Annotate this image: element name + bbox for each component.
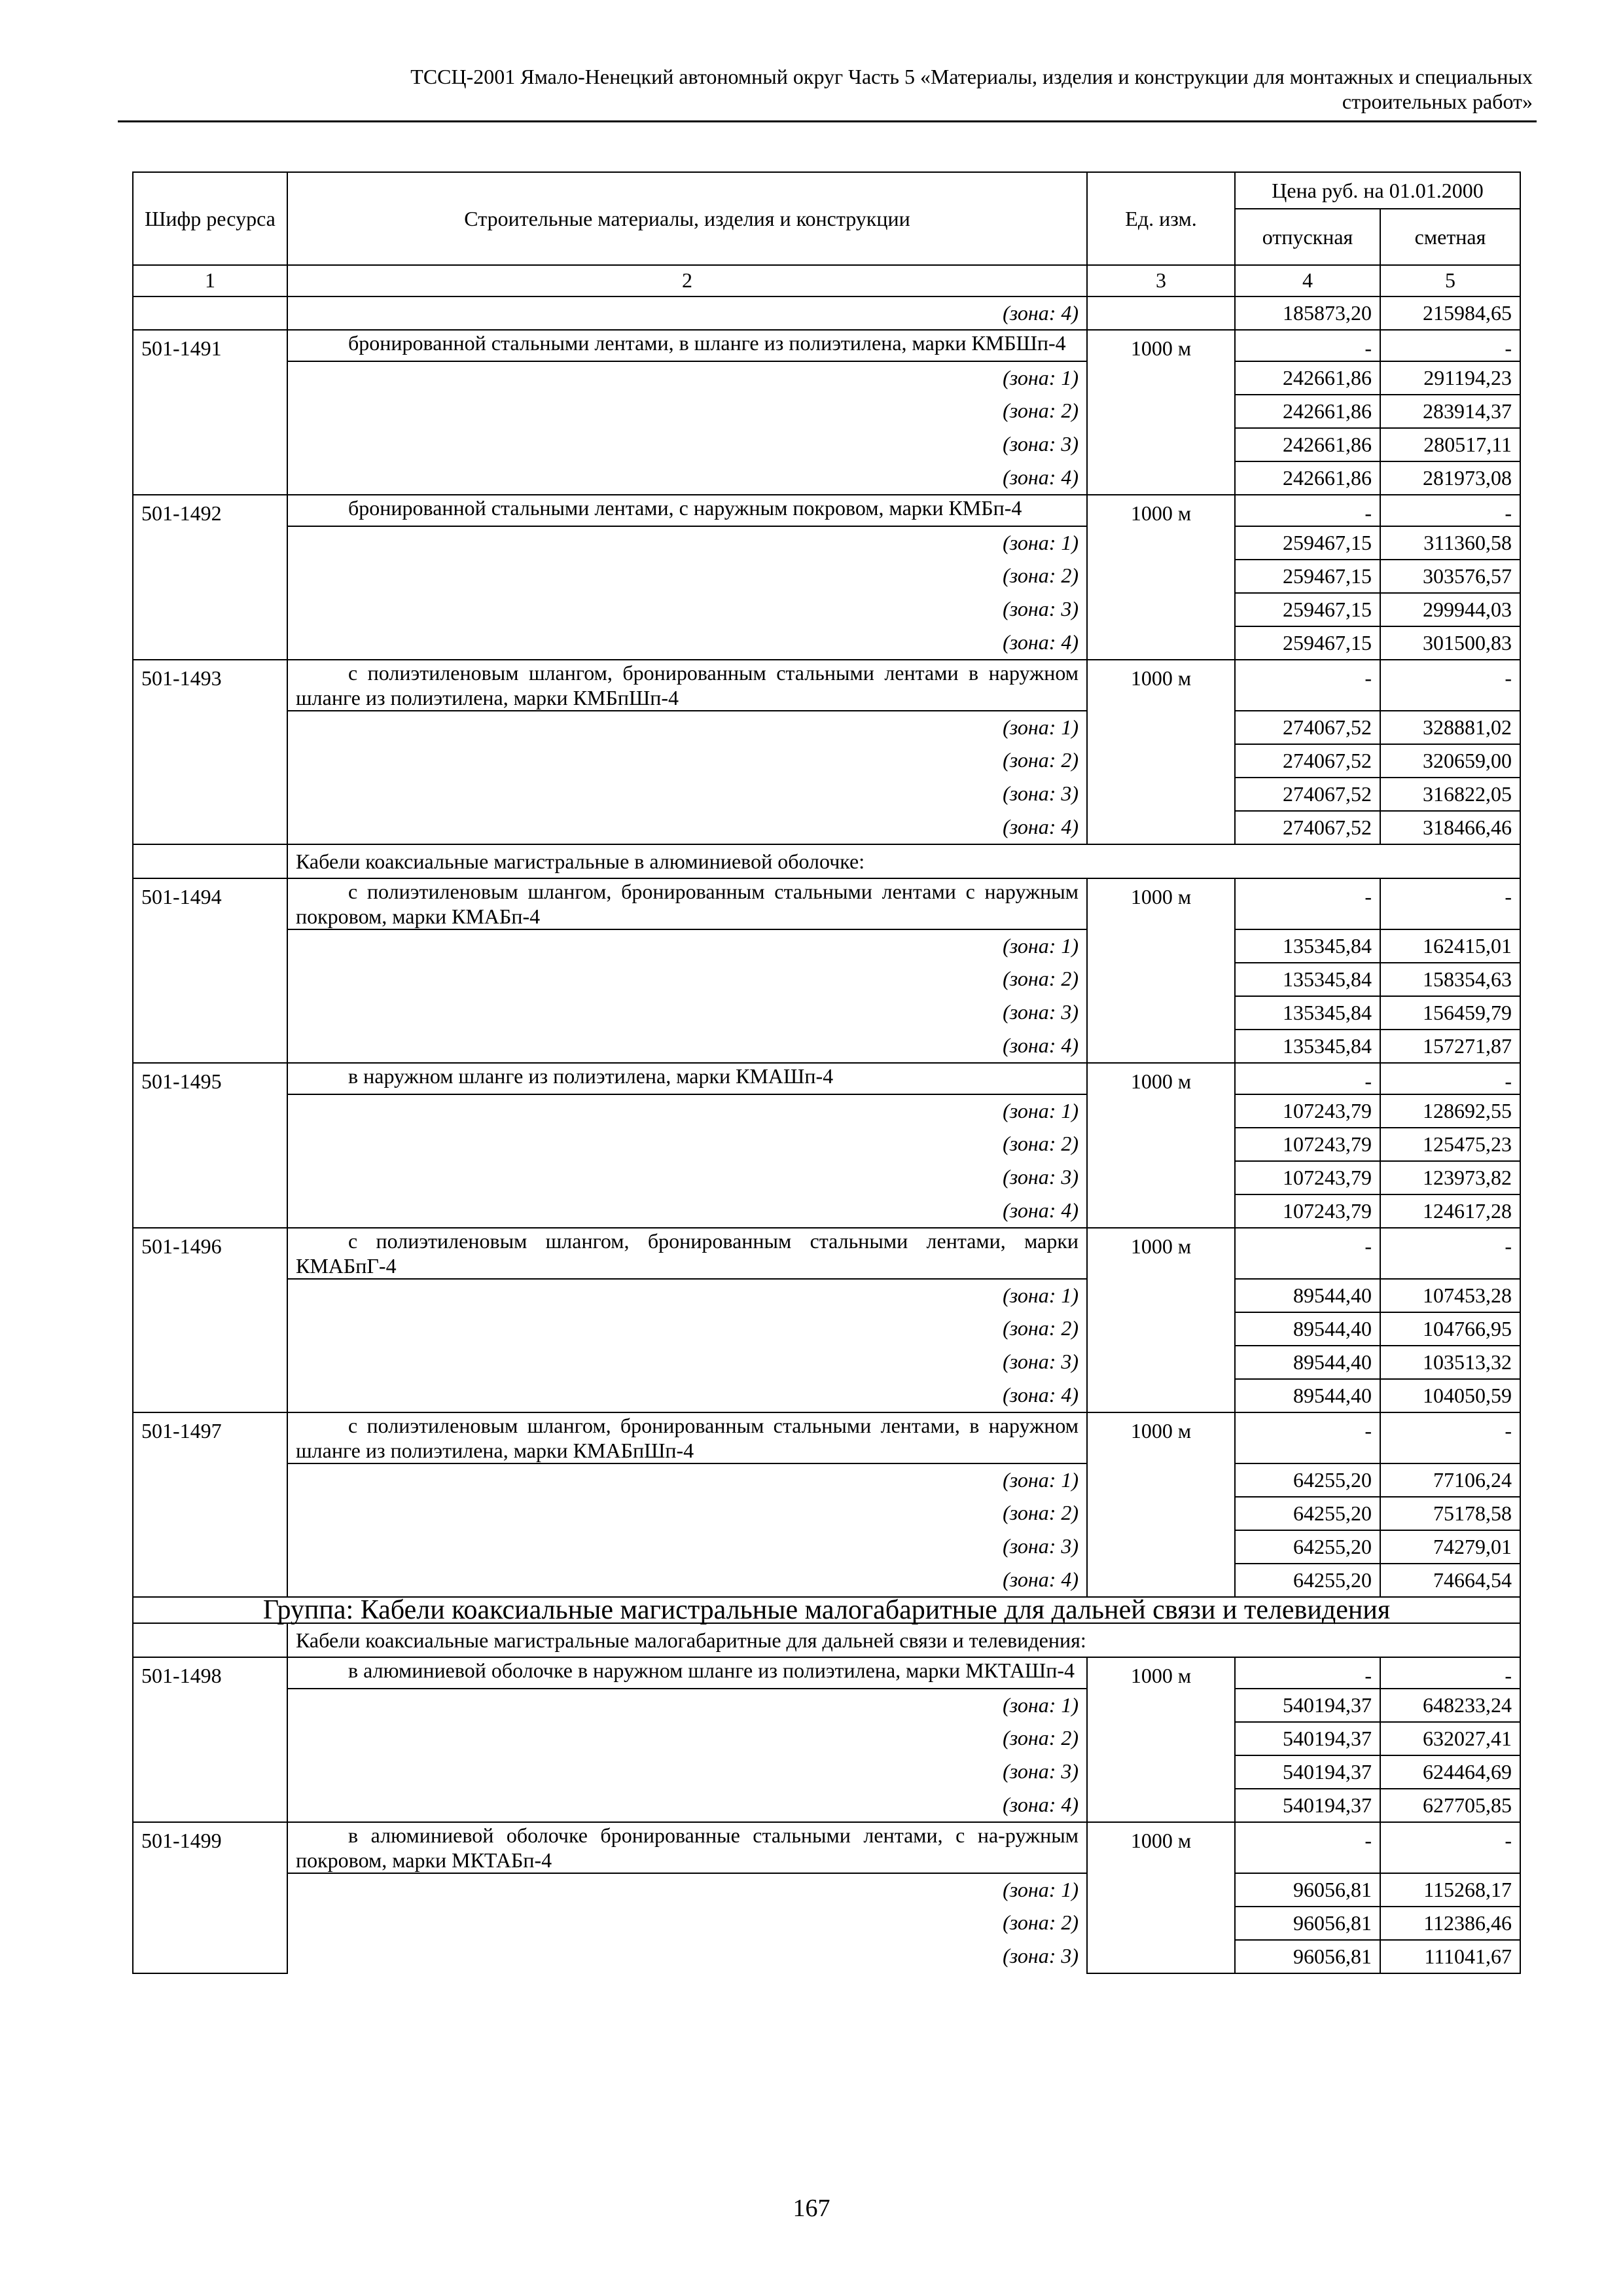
resource-code-cell: [133, 1789, 287, 1822]
unit-cell: [1087, 1194, 1235, 1228]
resource-code-cell: [133, 395, 287, 428]
resource-code-cell: [133, 1161, 287, 1194]
estimate-price: 103513,32: [1380, 1346, 1520, 1379]
unit-cell: [1087, 1094, 1235, 1128]
estimate-price: 281973,08: [1380, 461, 1520, 495]
zone-label: (зона: 1): [287, 1873, 1087, 1907]
zone-row: [133, 744, 1520, 778]
subheader-row: [133, 1623, 1520, 1657]
zone-label: (зона: 1): [287, 1689, 1087, 1722]
unit-cell: [1087, 1722, 1235, 1755]
unit-cell: [1087, 526, 1235, 560]
estimate-price: 125475,23: [1380, 1128, 1520, 1161]
estimate-price: -: [1380, 660, 1520, 711]
release-price: -: [1235, 330, 1380, 361]
zone-row: [133, 1346, 1520, 1379]
zone-row: [133, 1279, 1520, 1312]
unit-cell: [1087, 361, 1235, 395]
zone-row: [133, 996, 1520, 1030]
zone-label: (зона: 2): [287, 963, 1087, 996]
release-price: 64255,20: [1235, 1463, 1380, 1497]
zone-row: [133, 361, 1520, 395]
item-description: с полиэтиленовым шлангом, бронированным стальными лентами, в наружном шланге из полиэтилена, марки КМАБпШп-4: [287, 1412, 1087, 1463]
resource-code-cell: [133, 1497, 287, 1530]
release-price: 274067,52: [1235, 811, 1380, 844]
release-price: 89544,40: [1235, 1279, 1380, 1312]
estimate-price: 303576,57: [1380, 560, 1520, 593]
zone-label: (зона: 3): [287, 1346, 1087, 1379]
zone-row: [133, 711, 1520, 744]
resource-code-cell: [133, 593, 287, 626]
release-price: 64255,20: [1235, 1497, 1380, 1530]
release-price: 135345,84: [1235, 1030, 1380, 1063]
release-price: -: [1235, 660, 1380, 711]
header-line-1: ТССЦ-2001 Ямало-Ненецкий автономный округ Часть 5 «Материалы, изделия и конструкции для монтажных и специальных: [410, 65, 1533, 88]
zone-label: (зона: 3): [287, 428, 1087, 461]
col-number: 3: [1087, 265, 1235, 296]
unit-cell: [1087, 1497, 1235, 1530]
unit-cell: [1087, 1907, 1235, 1940]
zone-label: (зона: 3): [287, 1530, 1087, 1564]
zone-label: (зона: 2): [287, 1722, 1087, 1755]
estimate-price: 115268,17: [1380, 1873, 1520, 1907]
estimate-price: 156459,79: [1380, 996, 1520, 1030]
release-price: 107243,79: [1235, 1094, 1380, 1128]
resource-code-cell: [133, 526, 287, 560]
unit-cell: [1087, 1346, 1235, 1379]
estimate-price: -: [1380, 1063, 1520, 1094]
release-price: 89544,40: [1235, 1379, 1380, 1412]
zone-row: [133, 811, 1520, 844]
unit-cell: [1087, 1530, 1235, 1564]
resource-code: 501-1494: [133, 878, 287, 929]
resource-code-cell: [133, 361, 287, 395]
release-price: 135345,84: [1235, 929, 1380, 963]
resource-code-cell: [133, 1030, 287, 1063]
release-price: 259467,15: [1235, 626, 1380, 660]
estimate-price: 215984,65: [1380, 296, 1520, 330]
resource-code-cell: [133, 1463, 287, 1497]
estimate-price: 301500,83: [1380, 626, 1520, 660]
zone-label: (зона: 3): [287, 1755, 1087, 1789]
group-row: [133, 1597, 1520, 1623]
unit-cell: [1087, 929, 1235, 963]
col-header-release: отпускная: [1235, 209, 1380, 265]
zone-label: (зона: 3): [287, 778, 1087, 811]
zone-label: (зона: 1): [287, 929, 1087, 963]
zone-row: [133, 428, 1520, 461]
release-price: -: [1235, 1412, 1380, 1463]
estimate-price: 328881,02: [1380, 711, 1520, 744]
unit-cell: [1087, 461, 1235, 495]
release-price: 96056,81: [1235, 1873, 1380, 1907]
zone-label: (зона: 2): [287, 395, 1087, 428]
zone-row: [133, 1194, 1520, 1228]
estimate-price: 104766,95: [1380, 1312, 1520, 1346]
estimate-price: 124617,28: [1380, 1194, 1520, 1228]
col-header-estimate: сметная: [1380, 209, 1520, 265]
zone-label: (зона: 4): [287, 1194, 1087, 1228]
unit: 1000 м: [1087, 495, 1235, 526]
item-row: [133, 1822, 1520, 1873]
release-price: 96056,81: [1235, 1907, 1380, 1940]
estimate-price: 123973,82: [1380, 1161, 1520, 1194]
estimate-price: 299944,03: [1380, 593, 1520, 626]
header-rule: [118, 120, 1537, 122]
resource-code-cell: [133, 428, 287, 461]
resource-code-cell: [133, 1379, 287, 1412]
zone-row: [133, 560, 1520, 593]
estimate-price: 648233,24: [1380, 1689, 1520, 1722]
release-price: -: [1235, 495, 1380, 526]
header-line-2: строительных работ»: [1342, 90, 1533, 113]
unit: 1000 м: [1087, 1228, 1235, 1279]
estimate-price: -: [1380, 1822, 1520, 1873]
unit-cell: [1087, 1940, 1235, 1973]
zone-label: (зона: 4): [287, 461, 1087, 495]
resource-code-cell: [133, 1907, 287, 1940]
unit: 1000 м: [1087, 1063, 1235, 1094]
zone-label: (зона: 4): [287, 1564, 1087, 1597]
estimate-price: 74279,01: [1380, 1530, 1520, 1564]
group-title: Группа: Кабели коаксиальные магистральные малогабаритные для дальней связи и телевидения: [133, 1597, 1520, 1623]
zone-row: [133, 1161, 1520, 1194]
item-row: [133, 1228, 1520, 1279]
unit: 1000 м: [1087, 878, 1235, 929]
unit: 1000 м: [1087, 1822, 1235, 1873]
release-price: -: [1235, 1822, 1380, 1873]
estimate-price: 111041,67: [1380, 1940, 1520, 1973]
estimate-price: 311360,58: [1380, 526, 1520, 560]
unit-cell: [1087, 1030, 1235, 1063]
unit: 1000 м: [1087, 1412, 1235, 1463]
resource-code-cell: [133, 963, 287, 996]
resource-code-cell: [133, 929, 287, 963]
estimate-price: -: [1380, 1228, 1520, 1279]
zone-row: [133, 626, 1520, 660]
zone-row: [133, 1094, 1520, 1128]
unit-cell: [1087, 811, 1235, 844]
estimate-price: -: [1380, 1657, 1520, 1689]
zone-row: [133, 1530, 1520, 1564]
unit-cell: [1087, 1279, 1235, 1312]
release-price: 274067,52: [1235, 744, 1380, 778]
zone-label: (зона: 4): [287, 1379, 1087, 1412]
col-header-name: Строительные материалы, изделия и конструкции: [287, 172, 1087, 265]
item-description: в алюминиевой оболочке в наружном шланге из полиэтилена, марки МКТАШп-4: [287, 1657, 1087, 1689]
unit-cell: [1087, 593, 1235, 626]
unit-cell: [1087, 1755, 1235, 1789]
item-description: в алюминиевой оболочке бронированные стальными лентами, с на-ружным покровом, марки МКТАБп-4: [287, 1822, 1087, 1873]
unit-cell: [1087, 626, 1235, 660]
unit-cell: [1087, 1128, 1235, 1161]
zone-row: [133, 1030, 1520, 1063]
unit-cell: [1087, 778, 1235, 811]
zone-row: [133, 1564, 1520, 1597]
running-header: [118, 64, 1533, 114]
release-price: 107243,79: [1235, 1161, 1380, 1194]
subheader-text: Кабели коаксиальные магистральные в алюминиевой оболочке:: [287, 844, 1520, 878]
zone-row: [133, 593, 1520, 626]
item-row: [133, 495, 1520, 526]
zone-row: [133, 1940, 1520, 1973]
zone-label: (зона: 3): [287, 1940, 1087, 1973]
zone-label: (зона: 3): [287, 593, 1087, 626]
estimate-price: 75178,58: [1380, 1497, 1520, 1530]
zone-label: (зона: 4): [287, 626, 1087, 660]
estimate-price: 77106,24: [1380, 1463, 1520, 1497]
zone-label: (зона: 4): [287, 811, 1087, 844]
subheader-text: Кабели коаксиальные магистральные малогабаритные для дальней связи и телевидения:: [287, 1623, 1520, 1657]
zone-row: [133, 1873, 1520, 1907]
resource-code-cell: [133, 1279, 287, 1312]
zone-row: [133, 1755, 1520, 1789]
resource-code: 501-1499: [133, 1822, 287, 1873]
item-row: [133, 878, 1520, 929]
unit-cell: [1087, 1463, 1235, 1497]
release-price: 107243,79: [1235, 1194, 1380, 1228]
zone-label: (зона: 2): [287, 560, 1087, 593]
zone-row: [133, 1463, 1520, 1497]
unit-cell: [1087, 1564, 1235, 1597]
unit-cell: [1087, 1312, 1235, 1346]
item-row: [133, 660, 1520, 711]
release-price: 185873,20: [1235, 296, 1380, 330]
zone-label: (зона: 4): [287, 1789, 1087, 1822]
estimate-price: 128692,55: [1380, 1094, 1520, 1128]
zone-label: (зона: 2): [287, 744, 1087, 778]
zone-label: (зона: 1): [287, 526, 1087, 560]
resource-code-cell: [133, 1689, 287, 1722]
subheader-row: [133, 844, 1520, 878]
item-description: бронированной стальными лентами, в шланге из полиэтилена, марки КМБШп-4: [287, 330, 1087, 361]
release-price: 89544,40: [1235, 1346, 1380, 1379]
resource-code-cell: [133, 1094, 287, 1128]
release-price: -: [1235, 1228, 1380, 1279]
unit: 1000 м: [1087, 1657, 1235, 1689]
release-price: 259467,15: [1235, 560, 1380, 593]
zone-label: (зона: 2): [287, 1312, 1087, 1346]
estimate-price: 107453,28: [1380, 1279, 1520, 1312]
zone-label: (зона: 1): [287, 1279, 1087, 1312]
item-row: [133, 330, 1520, 361]
col-header-price: Цена руб. на 01.01.2000: [1235, 172, 1520, 209]
resource-code-cell: [133, 626, 287, 660]
item-row: [133, 1412, 1520, 1463]
resource-code-cell: [133, 1940, 287, 1973]
zone-row: [133, 395, 1520, 428]
resource-code-cell: [133, 1623, 287, 1657]
resource-code-cell: [133, 560, 287, 593]
resource-code: 501-1492: [133, 495, 287, 526]
release-price: 135345,84: [1235, 996, 1380, 1030]
zone-label: (зона: 4): [287, 1030, 1087, 1063]
resource-code-cell: [133, 996, 287, 1030]
estimate-price: 283914,37: [1380, 395, 1520, 428]
zone-row: [133, 1312, 1520, 1346]
estimate-price: -: [1380, 1412, 1520, 1463]
resource-code-cell: [133, 844, 287, 878]
zone-row: [133, 1789, 1520, 1822]
item-row: [133, 1657, 1520, 1689]
resource-code-cell: [133, 1873, 287, 1907]
resource-code: 501-1497: [133, 1412, 287, 1463]
unit-cell: [1087, 1689, 1235, 1722]
estimate-price: 158354,63: [1380, 963, 1520, 996]
unit-cell: [1087, 963, 1235, 996]
zone-row: [133, 1379, 1520, 1412]
release-price: 64255,20: [1235, 1564, 1380, 1597]
zone-label: (зона: 3): [287, 1161, 1087, 1194]
zone-row: [133, 778, 1520, 811]
resource-code: 501-1496: [133, 1228, 287, 1279]
release-price: 242661,86: [1235, 361, 1380, 395]
release-price: 540194,37: [1235, 1789, 1380, 1822]
resource-code-cell: [133, 1564, 287, 1597]
estimate-price: 291194,23: [1380, 361, 1520, 395]
zone-label: (зона: 1): [287, 361, 1087, 395]
zone-row: [133, 296, 1520, 330]
estimate-price: 318466,46: [1380, 811, 1520, 844]
item-row: [133, 1063, 1520, 1094]
estimate-price: -: [1380, 495, 1520, 526]
release-price: 135345,84: [1235, 963, 1380, 996]
zone-label: (зона: 4): [287, 296, 1087, 330]
zone-row: [133, 1497, 1520, 1530]
estimate-price: 74664,54: [1380, 1564, 1520, 1597]
price-table: [132, 171, 1521, 1974]
zone-label: (зона: 1): [287, 711, 1087, 744]
zone-row: [133, 1128, 1520, 1161]
zone-label: (зона: 1): [287, 1094, 1087, 1128]
item-description: с полиэтиленовым шлангом, бронированным стальными лентами с наружным покровом, марки КМАБп-4: [287, 878, 1087, 929]
release-price: 540194,37: [1235, 1722, 1380, 1755]
release-price: 540194,37: [1235, 1755, 1380, 1789]
resource-code-cell: [133, 711, 287, 744]
release-price: -: [1235, 1063, 1380, 1094]
table-body: [133, 296, 1520, 1973]
resource-code-cell: [133, 744, 287, 778]
item-description: в наружном шланге из полиэтилена, марки КМАШп-4: [287, 1063, 1087, 1094]
resource-code-cell: [133, 778, 287, 811]
resource-code: 501-1493: [133, 660, 287, 711]
unit-cell: [1087, 428, 1235, 461]
zone-row: [133, 461, 1520, 495]
unit-cell: [1087, 1789, 1235, 1822]
estimate-price: 316822,05: [1380, 778, 1520, 811]
release-price: 242661,86: [1235, 428, 1380, 461]
release-price: 107243,79: [1235, 1128, 1380, 1161]
release-price: 242661,86: [1235, 395, 1380, 428]
zone-row: [133, 1907, 1520, 1940]
resource-code-cell: [133, 1312, 287, 1346]
resource-code-cell: [133, 461, 287, 495]
resource-code: 501-1498: [133, 1657, 287, 1689]
col-header-code: Шифр ресурса: [133, 172, 287, 265]
item-description: бронированной стальными лентами, с наружным покровом, марки КМБп-4: [287, 495, 1087, 526]
estimate-price: 112386,46: [1380, 1907, 1520, 1940]
resource-code-cell: [133, 1194, 287, 1228]
release-price: 259467,15: [1235, 526, 1380, 560]
estimate-price: 320659,00: [1380, 744, 1520, 778]
unit-cell: [1087, 296, 1235, 330]
col-number: 4: [1235, 265, 1380, 296]
release-price: -: [1235, 1657, 1380, 1689]
resource-code-cell: [133, 811, 287, 844]
resource-code-cell: [133, 1530, 287, 1564]
zone-label: (зона: 2): [287, 1497, 1087, 1530]
release-price: -: [1235, 878, 1380, 929]
zone-row: [133, 526, 1520, 560]
zone-label: (зона: 1): [287, 1463, 1087, 1497]
zone-label: (зона: 3): [287, 996, 1087, 1030]
estimate-price: 280517,11: [1380, 428, 1520, 461]
zone-row: [133, 1722, 1520, 1755]
zone-row: [133, 929, 1520, 963]
release-price: 242661,86: [1235, 461, 1380, 495]
col-header-unit: Ед. изм.: [1087, 172, 1235, 265]
unit: 1000 м: [1087, 660, 1235, 711]
unit-cell: [1087, 711, 1235, 744]
unit-cell: [1087, 1379, 1235, 1412]
estimate-price: 157271,87: [1380, 1030, 1520, 1063]
release-price: 259467,15: [1235, 593, 1380, 626]
unit-cell: [1087, 744, 1235, 778]
estimate-price: -: [1380, 330, 1520, 361]
release-price: 274067,52: [1235, 711, 1380, 744]
unit-cell: [1087, 395, 1235, 428]
resource-code-cell: [133, 1128, 287, 1161]
resource-code-cell: [133, 1346, 287, 1379]
estimate-price: -: [1380, 878, 1520, 929]
unit-cell: [1087, 1161, 1235, 1194]
zone-row: [133, 963, 1520, 996]
estimate-price: 632027,41: [1380, 1722, 1520, 1755]
unit: 1000 м: [1087, 330, 1235, 361]
page-number: 167: [793, 2195, 830, 2222]
release-price: 96056,81: [1235, 1940, 1380, 1973]
estimate-price: 104050,59: [1380, 1379, 1520, 1412]
unit-cell: [1087, 560, 1235, 593]
release-price: 89544,40: [1235, 1312, 1380, 1346]
zone-row: [133, 1689, 1520, 1722]
col-number: 1: [133, 265, 287, 296]
item-description: с полиэтиленовым шлангом, бронированным стальными лентами, марки КМАБпГ-4: [287, 1228, 1087, 1279]
resource-code-cell: [133, 296, 287, 330]
zone-label: (зона: 2): [287, 1907, 1087, 1940]
estimate-price: 624464,69: [1380, 1755, 1520, 1789]
col-number: 5: [1380, 265, 1520, 296]
col-number: 2: [287, 265, 1087, 296]
unit-cell: [1087, 996, 1235, 1030]
resource-code: 501-1495: [133, 1063, 287, 1094]
resource-code-cell: [133, 1755, 287, 1789]
release-price: 540194,37: [1235, 1689, 1380, 1722]
estimate-price: 162415,01: [1380, 929, 1520, 963]
unit-cell: [1087, 1873, 1235, 1907]
resource-code-cell: [133, 1722, 287, 1755]
release-price: 274067,52: [1235, 778, 1380, 811]
estimate-price: 627705,85: [1380, 1789, 1520, 1822]
item-description: с полиэтиленовым шлангом, бронированным стальными лентами в наружном шланге из полиэтилена, марки КМБпШп-4: [287, 660, 1087, 711]
release-price: 64255,20: [1235, 1530, 1380, 1564]
zone-label: (зона: 2): [287, 1128, 1087, 1161]
resource-code: 501-1491: [133, 330, 287, 361]
